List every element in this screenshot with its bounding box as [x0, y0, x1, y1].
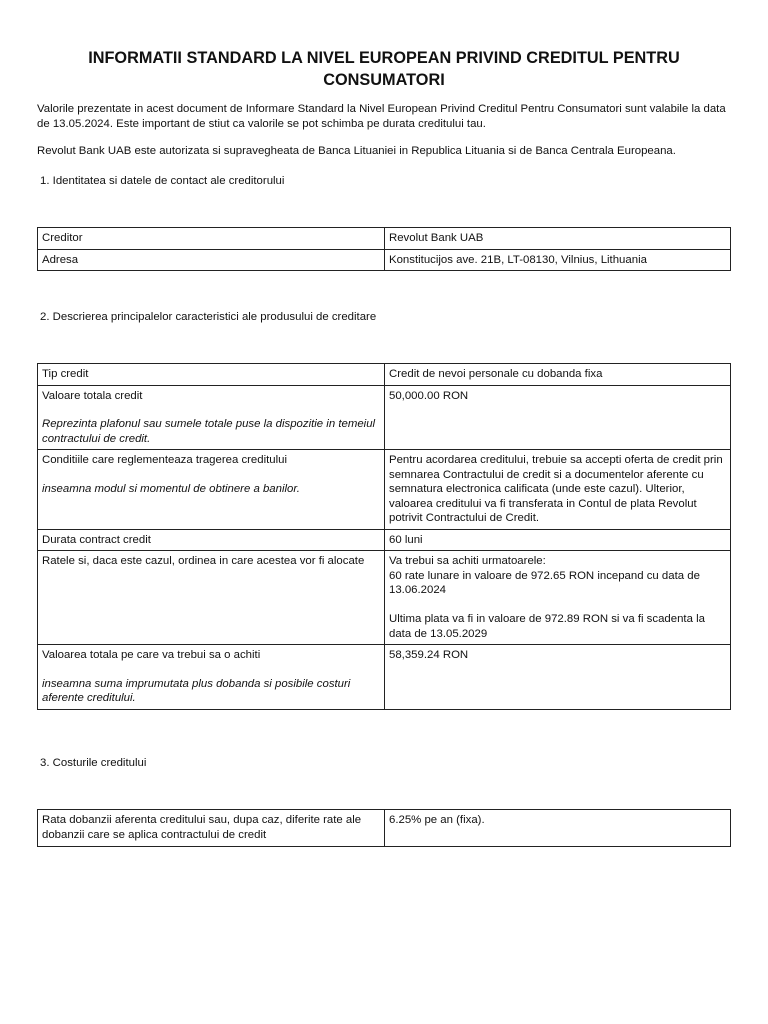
- row-value-intro: Va trebui sa achiti urmatoarele:: [389, 555, 546, 567]
- table-row: [38, 450, 731, 530]
- product-table: [37, 363, 731, 710]
- table-row: [38, 228, 731, 250]
- row-value: 6.25% pe an (fixa).: [385, 810, 731, 847]
- section-2-heading: 2. Descrierea principalelor caracteristici ale produsului de creditare: [40, 311, 377, 323]
- intro-paragraph: Valorile prezentate in acest document de Informare Standard la Nivel European Privind Creditul Pentru Consumatori sunt valabile la data de 13.05.2024. Este important de stiut ca valorile se pot schimba pe durata creditului tau.: [37, 103, 726, 130]
- table-row: [38, 810, 731, 847]
- authorization-paragraph: Revolut Bank UAB este autorizata si supravegheata de Banca Lituaniei in Republica Lituania si de Banca Centrala Europeana.: [37, 145, 676, 157]
- row-label: Adresa: [38, 249, 385, 271]
- table-row: [38, 645, 731, 710]
- document-title: INFORMATII STANDARD LA NIVEL EUROPEAN PRIVIND CREDITUL PENTRU CONSUMATORI: [88, 49, 680, 89]
- table-row: [38, 249, 731, 271]
- row-label: Ratele si, daca este cazul, ordinea in care acestea vor fi alocate: [38, 551, 385, 645]
- row-label-cell: [38, 645, 385, 710]
- spacer: [389, 598, 726, 613]
- row-value: 50,000.00 RON: [385, 385, 731, 450]
- row-value: Revolut Bank UAB: [385, 228, 731, 250]
- row-value: Pentru acordarea creditului, trebuie sa accepti oferta de credit prin semnarea Contractului de credit si a documentelor aferente cu semnatura electronica calificata (unde este cazul). Ulterior, valoarea creditului va fi transferata in Contul de plata Revolut potrivit Contractului de Credit.: [385, 450, 731, 530]
- row-label-cell: [38, 385, 385, 450]
- table-row: [38, 529, 731, 551]
- row-label: Tip credit: [38, 364, 385, 386]
- table-row: [38, 385, 731, 450]
- costs-table: [37, 809, 731, 847]
- row-value: 60 luni: [385, 529, 731, 551]
- creditor-table: [37, 227, 731, 271]
- row-value-final: Ultima plata va fi in valoare de 972.89 RON si va fi scadenta la data de 13.05.2029: [389, 613, 705, 640]
- row-label: Durata contract credit: [38, 529, 385, 551]
- row-value: 60 rate lunare in valoare de 972.65 RON incepand cu data de 13.06.2024: [389, 569, 700, 596]
- row-note: inseamna suma imprumutata plus dobanda si posibile costuri aferente creditului.: [42, 677, 351, 704]
- row-note: inseamna modul si momentul de obtinere a banilor.: [42, 482, 300, 495]
- row-label-cell: [38, 450, 385, 530]
- section-3-heading: 3. Costurile creditului: [40, 757, 147, 769]
- row-value: Konstitucijos ave. 21B, LT-08130, Vilnius, Lithuania: [385, 249, 731, 271]
- row-value-cell: [385, 551, 731, 645]
- row-label: Valoare totala credit: [42, 389, 143, 402]
- row-note: Reprezinta plafonul sau sumele totale puse la dispozitie in temeiul contractului de credit.: [42, 418, 376, 445]
- row-label: Conditiile care reglementeaza tragerea creditului: [42, 454, 288, 466]
- row-label: Valoarea totala pe care va trebui sa o achiti: [42, 649, 261, 661]
- row-label: Rata dobanzii aferenta creditului sau, dupa caz, diferite rate ale dobanzii care se aplica contractului de credit: [38, 810, 385, 847]
- table-row: [38, 364, 731, 386]
- section-1-heading: 1. Identitatea si datele de contact ale creditorului: [40, 175, 285, 187]
- row-value: Credit de nevoi personale cu dobanda fixa: [385, 364, 731, 386]
- table-row: [38, 551, 731, 645]
- row-value: 58,359.24 RON: [385, 645, 731, 710]
- row-label: Creditor: [38, 228, 385, 250]
